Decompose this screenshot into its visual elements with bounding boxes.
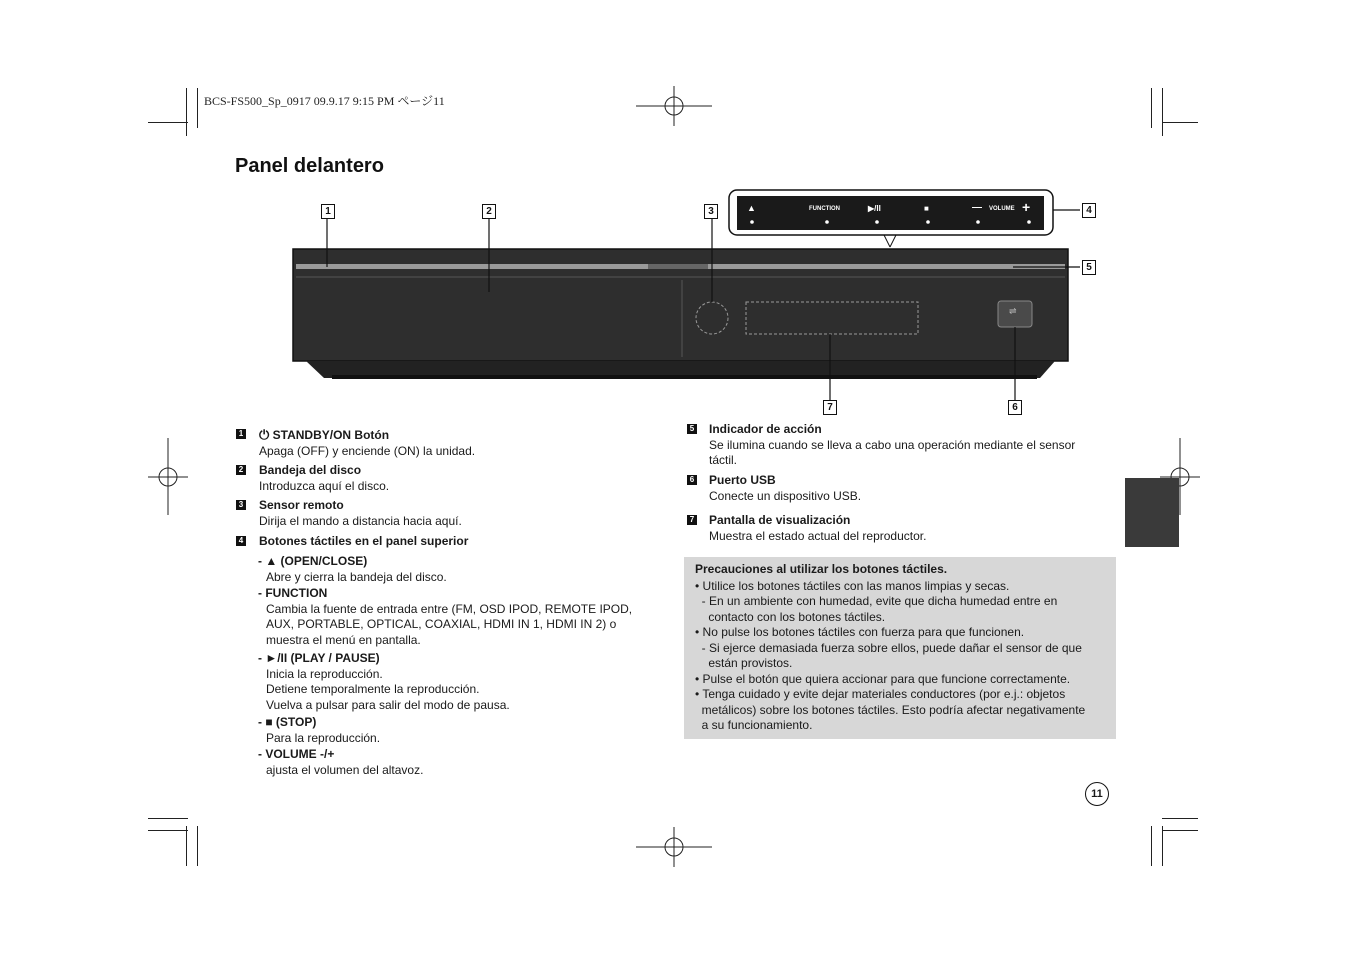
usb-icon: ⇌ — [1009, 306, 1017, 316]
callout-1: 1 — [321, 204, 335, 219]
item-text: Apaga (OFF) y enciende (ON) la unidad. — [259, 443, 476, 458]
eject-icon[interactable]: ▲ — [747, 203, 756, 213]
item-marker-3: 3 — [236, 500, 246, 510]
item-action-indicator: Indicador de acción Se ilumina cuando se lleva a cabo una operación mediante el sensor táctil. — [709, 422, 1076, 467]
volume-label: VOLUME — [989, 206, 1015, 212]
page-title: Panel delantero — [235, 155, 384, 177]
power-icon: ⏻ — [259, 427, 270, 442]
front-panel-diagram — [280, 185, 1110, 420]
print-header: BCS-FS500_Sp_0917 09.9.17 9:15 PM ページ11 — [204, 94, 445, 108]
sub-volume: - VOLUME -/+ ajusta el volumen del altavoz. — [258, 747, 424, 777]
sub-function: - FUNCTION Cambia la fuente de entrada entre (FM, OSD IPOD, REMOTE IPOD, AUX, PORTABLE, OPTICAL, COAXIAL, HDMI IN 1, HDMI IN 2) o muestra el menú en pantalla. — [258, 586, 633, 647]
item-title: STANDBY/ON Botón — [272, 428, 390, 442]
caution-box: Precauciones al utilizar los botones táctiles. • Utilice los botones táctiles con las manos limpias y secas. - En un ambiente con humedad, evite que dicha humedad entre en contacto con los botones táctiles. • No pulse los botones táctiles con fuerza para que funcionen. - Si ejerce demasiada fuerza sobre ellos, puede dañar el sensor de que están provistos. • Pulse el botón que quiera accionar para que funcione correctamente. • Tenga cuidado y evite dejar materiales conductores (por e.j.: objetos metálicos) sobre los botones táctiles. Esto podría afectar negativamente a su funcionamiento. — [684, 557, 1116, 739]
volume-plus-icon[interactable]: + — [1022, 199, 1031, 215]
callout-6: 6 — [1008, 400, 1022, 415]
item-marker-4: 4 — [236, 536, 246, 546]
section-tab — [1125, 478, 1179, 547]
play-pause-icon[interactable]: ▶/II — [868, 204, 881, 213]
callout-7: 7 — [823, 400, 837, 415]
item-usb-port: Puerto USB Conecte un dispositivo USB. — [709, 473, 862, 503]
item-disc-tray: Bandeja del disco Introduzca aquí el disco. — [259, 463, 390, 493]
callout-2: 2 — [482, 204, 496, 219]
callout-3: 3 — [704, 204, 718, 219]
item-marker-2: 2 — [236, 465, 246, 475]
item-marker-7: 7 — [687, 515, 697, 525]
volume-minus-icon[interactable]: — — [972, 202, 982, 213]
item-marker-6: 6 — [687, 475, 697, 485]
item-standby — [259, 427, 475, 459]
item-remote-sensor: Sensor remoto Dirija el mando a distancia hacia aquí. — [259, 498, 462, 528]
caution-title: Precauciones al utilizar los botones táctiles. — [695, 562, 948, 576]
callout-4: 4 — [1082, 203, 1096, 218]
sub-stop: - ■ (STOP) Para la reproducción. — [258, 715, 381, 745]
sub-open-close: - ▲ (OPEN/CLOSE) Abre y cierra la bandeja del disco. — [258, 554, 447, 584]
item-touch-buttons: Botones táctiles en el panel superior — [259, 534, 469, 548]
item-marker-1: 1 — [236, 429, 246, 439]
item-marker-5: 5 — [687, 424, 697, 434]
page-number: 11 — [1085, 782, 1109, 806]
item-display: Pantalla de visualización Muestra el estado actual del reproductor. — [709, 513, 927, 543]
callout-5: 5 — [1082, 260, 1096, 275]
function-button[interactable]: FUNCTION — [809, 206, 840, 212]
stop-icon[interactable]: ■ — [924, 204, 929, 213]
sub-play-pause: - ►/II (PLAY / PAUSE) Inicia la reproducción. Detiene temporalmente la reproducción. Vuelva a pulsar para salir del modo de pausa. — [258, 651, 510, 712]
